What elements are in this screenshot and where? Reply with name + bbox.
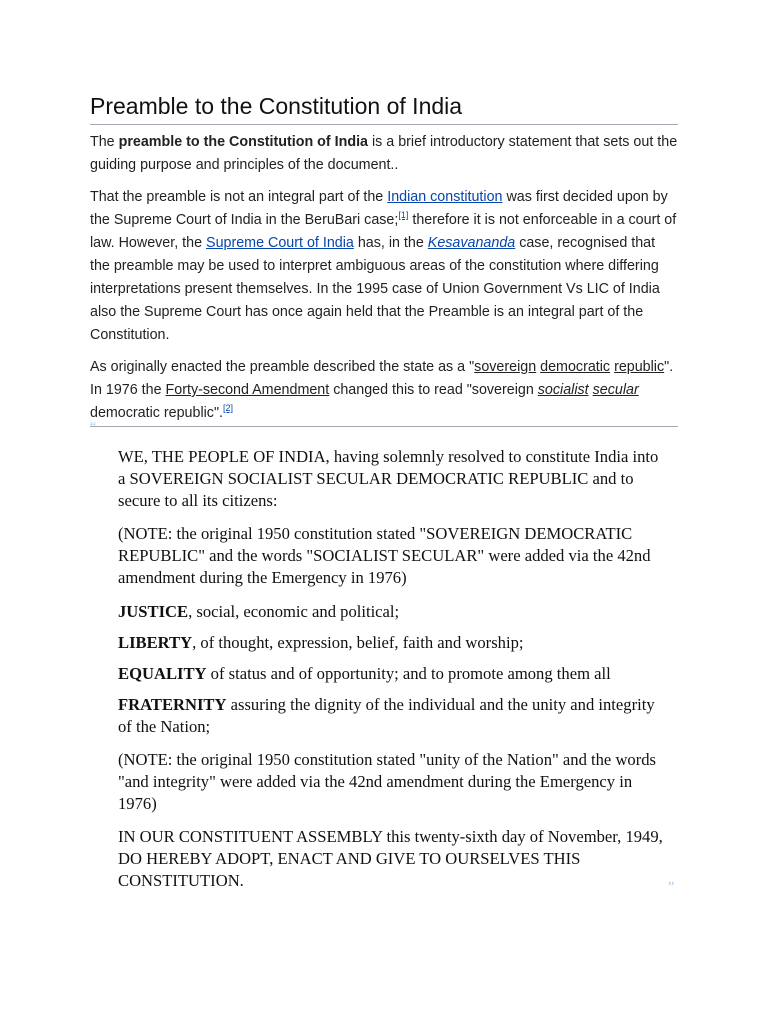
quote-fraternity xyxy=(118,694,668,738)
text: therefore it is not enforceable in a court of law. However, the xyxy=(90,212,677,251)
quote-liberty xyxy=(118,632,668,654)
text: changed this to read "sovereign xyxy=(329,382,538,398)
text: democratic republic". xyxy=(90,405,224,421)
text: case, recognised that the preamble may be used to interpret ambiguous areas of the constitution where differing interpretations present themselves. In the 1995 case of Union Government Vs LIC of India also the Supreme Court has once again held that the Preamble is an integral part of the Constitution. xyxy=(90,235,660,343)
text: assuring the dignity of the individual and the unity and integrity of the Nation; xyxy=(118,695,655,736)
divider xyxy=(90,426,678,427)
paragraph-original-enactment xyxy=(90,356,678,425)
republic-link[interactable]: republic xyxy=(614,359,665,375)
text: As originally enacted the preamble described the state as a " xyxy=(90,359,475,375)
page-title: Preamble to the Constitution of India xyxy=(90,92,678,125)
quote-constituent-assembly: IN OUR CONSTITUENT ASSEMBLY this twenty-sixth day of November, 1949, DO HEREBY ADOPT, ENACT AND GIVE TO OURSELVES THIS CONSTITUTION. xyxy=(118,827,663,890)
open-quote-icon: “ xyxy=(90,420,97,435)
quote-note-unity: (NOTE: the original 1950 constitution stated "unity of the Nation" and the words "and integrity" were added via the 42nd amendment during the Emergency in 1976) xyxy=(118,750,657,813)
citation-1-link[interactable]: [1] xyxy=(398,210,409,221)
bold-term: EQUALITY xyxy=(118,664,207,683)
text: , of thought, expression, belief, faith and worship; xyxy=(192,633,524,652)
indian-constitution-link[interactable]: Indian constitution xyxy=(387,189,503,205)
quote-justice xyxy=(118,601,668,623)
secular-link[interactable]: secular xyxy=(592,382,639,398)
quote-equality xyxy=(118,663,668,685)
kesavananda-link[interactable]: Kesavananda xyxy=(427,235,516,251)
text: That the preamble is not an integral part of the xyxy=(90,189,388,205)
text: ". In 1976 the xyxy=(90,359,674,398)
bold-term: FRATERNITY xyxy=(118,695,227,714)
text: has, in the xyxy=(353,235,428,251)
citation-2-link[interactable]: [2] xyxy=(223,403,234,414)
citation-1 xyxy=(398,210,408,220)
quote-note-sovereign: (NOTE: the original 1950 constitution stated "SOVEREIGN DEMOCRATIC REPUBLIC" and the words "SOCIALIST SECULAR" were added via the 42nd amendment during the Emergency in 1976) xyxy=(118,524,651,587)
supreme-court-link[interactable]: Supreme Court of India xyxy=(206,235,354,251)
bold-term: JUSTICE xyxy=(118,602,189,621)
quote-we-the-people: WE, THE PEOPLE OF INDIA, having solemnly resolved to constitute India into a SOVEREIGN SOCIALIST SECULAR DEMOCRATIC REPUBLIC and to secure to all its citizens: xyxy=(118,447,659,510)
sovereign-link[interactable]: sovereign xyxy=(474,359,537,375)
democratic-link[interactable]: democratic xyxy=(540,359,611,375)
text: , social, economic and political; xyxy=(188,602,400,621)
paragraph-integral-part xyxy=(90,186,678,347)
text: is a brief introductory statement that sets out the guiding purpose and principles of the document.. xyxy=(90,134,678,173)
citation-2 xyxy=(223,403,233,413)
intro-paragraph xyxy=(90,131,678,177)
close-quote-icon: ” xyxy=(668,880,675,895)
text: The xyxy=(90,134,119,150)
text: was first decided upon by the Supreme Court of India in the BeruBari case; xyxy=(90,189,668,228)
forty-second-amendment-link[interactable]: Forty-second Amendment xyxy=(165,382,330,398)
socialist-link[interactable]: socialist xyxy=(537,382,589,398)
text: of status and of opportunity; and to promote among them all xyxy=(206,664,611,683)
bold-term: LIBERTY xyxy=(118,633,193,652)
bold-term: preamble to the Constitution of India xyxy=(118,134,369,150)
